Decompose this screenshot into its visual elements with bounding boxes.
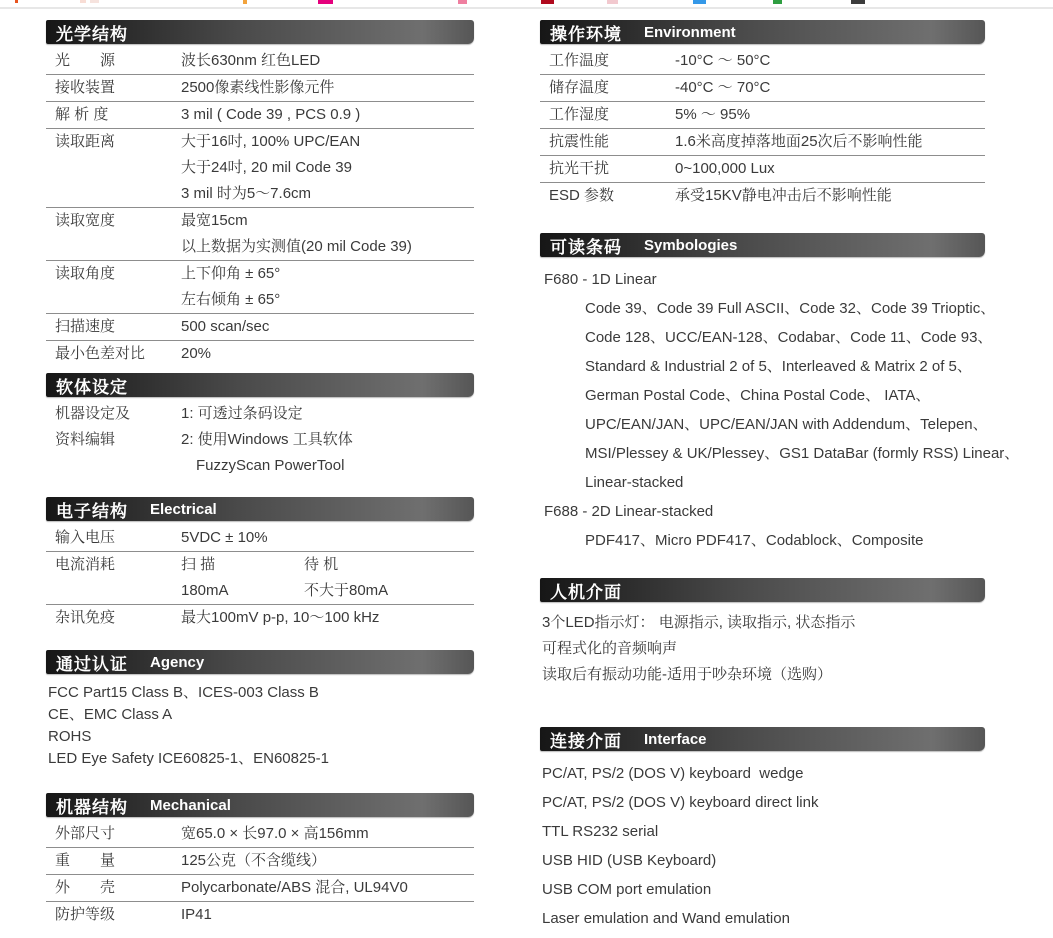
section-header-software — [46, 373, 474, 397]
spec-label: 解 析 度 — [55, 106, 109, 123]
spec-label: 杂讯免疫 — [55, 609, 116, 626]
section-header-symbologies — [540, 233, 985, 257]
spec-value: FuzzyScan PowerTool — [196, 457, 345, 474]
spec-label: 机器设定及 — [55, 405, 131, 422]
favicon-fragment[interactable] — [851, 0, 865, 4]
table-row — [46, 313, 474, 340]
spec-table-mechanical — [46, 821, 474, 928]
spec-value: 0~100,000 Lux — [675, 160, 775, 177]
list-item: PDF417、Micro PDF417、Codablock、Composite — [585, 532, 924, 549]
spec-value: 3 mil 时为5～7.6cm — [181, 185, 312, 202]
section-title-en: Mechanical — [150, 796, 231, 814]
spec-table-environment — [540, 48, 985, 209]
spec-table-electrical — [46, 525, 474, 631]
list-item: F688 - 2D Linear-stacked — [544, 503, 714, 520]
spec-label: 读取宽度 — [55, 212, 116, 229]
section-title-en: Electrical — [150, 500, 217, 518]
list-item: Code 39、Code 39 Full ASCII、Code 32、Code 39 Trioptic、 — [585, 300, 996, 317]
favicon-fragment[interactable] — [693, 0, 706, 4]
symbology-list — [540, 265, 1020, 555]
list-item: PC/AT, PS/2 (DOS V) keyboard wedge — [542, 765, 804, 782]
favicon-fragment[interactable] — [90, 0, 99, 3]
table-row — [540, 74, 985, 101]
table-row — [46, 551, 474, 604]
spec-label: 外部尺寸 — [55, 825, 116, 842]
spec-table-optical — [46, 48, 474, 367]
table-row — [46, 260, 474, 313]
favicon-fragment[interactable] — [15, 0, 18, 3]
spec-subheader: 待 机 — [304, 556, 339, 573]
spec-value: IP41 — [181, 906, 212, 923]
hmi-list — [540, 610, 985, 688]
spec-value: 大于16吋, 100% UPC/EAN — [181, 133, 361, 150]
list-item: PC/AT, PS/2 (DOS V) keyboard direct link — [542, 794, 819, 811]
spec-value: -10°C ～ 50°C — [675, 52, 771, 69]
table-row — [540, 182, 985, 209]
table-row — [46, 48, 474, 74]
spec-label: 抗震性能 — [549, 133, 610, 150]
favicon-fragment[interactable] — [318, 0, 333, 4]
section-hmi — [540, 578, 985, 688]
spec-value: 3 mil ( Code 39 , PCS 0.9 ) — [181, 106, 361, 123]
spec-value: 125公克（不含缆线） — [181, 852, 327, 869]
top-divider-line — [0, 7, 1053, 9]
section-title-zh: 人机介面 — [550, 582, 622, 602]
spec-label: 重 量 — [55, 852, 116, 869]
section-header-optical — [46, 20, 474, 44]
section-title-en: Symbologies — [644, 236, 738, 254]
section-interface — [540, 727, 985, 933]
table-row — [46, 74, 474, 101]
agency-list — [46, 682, 474, 770]
spec-value: 2500像素线性影像元件 — [181, 79, 335, 96]
spec-value: 波长630nm 红色LED — [181, 52, 321, 69]
spec-value: 最大100mV p-p, 10～100 kHz — [181, 609, 380, 626]
list-item: FCC Part15 Class B、ICES-003 Class B — [48, 684, 319, 701]
spec-value: 2: 使用Windows 工具软体 — [181, 431, 353, 448]
section-header-agency — [46, 650, 474, 674]
section-title-en: Interface — [644, 730, 707, 748]
section-electrical — [46, 497, 474, 631]
table-row — [46, 901, 474, 928]
section-optical — [46, 20, 474, 367]
spec-label: 光 源 — [55, 52, 116, 69]
favicon-fragment[interactable] — [80, 0, 86, 3]
favicon-fragment[interactable] — [458, 0, 467, 4]
section-environment — [540, 20, 985, 209]
table-row — [46, 525, 474, 551]
spec-label: 最小色差对比 — [55, 345, 146, 362]
list-item: LED Eye Safety ICE60825-1、EN60825-1 — [48, 750, 329, 767]
spec-value: 5% ～ 95% — [675, 106, 751, 123]
spec-value: 左右倾角 ± 65° — [181, 291, 281, 308]
favicon-fragment[interactable] — [607, 0, 618, 4]
table-row — [46, 427, 474, 479]
spec-subheader: 扫 描 — [181, 556, 216, 573]
section-title-zh: 软体设定 — [56, 377, 128, 397]
section-title-zh: 连接介面 — [550, 731, 622, 751]
spec-value: 5VDC ± 10% — [181, 529, 268, 546]
section-agency — [46, 650, 474, 770]
list-item: Standard & Industrial 2 of 5、Interleaved & Matrix 2 of 5、 — [585, 358, 972, 375]
section-header-electrical — [46, 497, 474, 521]
list-item: German Postal Code、China Postal Code、 IATA、 — [585, 387, 931, 404]
spec-label: 储存温度 — [549, 79, 610, 96]
spec-label: 防护等级 — [55, 906, 116, 923]
spec-label: 输入电压 — [55, 529, 116, 546]
list-item: F680 - 1D Linear — [544, 271, 657, 288]
section-title-en: Agency — [150, 653, 205, 671]
section-title-zh: 通过认证 — [56, 654, 128, 674]
spec-value: 1.6米高度掉落地面25次后不影响性能 — [675, 133, 923, 150]
list-item: MSI/Plessey & UK/Plessey、GS1 DataBar (formly RSS) Linear、 — [585, 445, 1020, 462]
spec-label: ESD 参数 — [549, 187, 615, 204]
table-row — [540, 128, 985, 155]
spec-label: 读取角度 — [55, 265, 116, 282]
spec-value: -40°C ～ 70°C — [675, 79, 771, 96]
list-item: TTL RS232 serial — [542, 823, 659, 840]
list-item: USB HID (USB Keyboard) — [542, 852, 717, 869]
spec-value: 20% — [181, 345, 212, 362]
spec-value: 180mA — [181, 582, 229, 599]
spec-value: Polycarbonate/ABS 混合, UL94V0 — [181, 879, 408, 896]
section-header-hmi — [540, 578, 985, 602]
spec-label: 资料编辑 — [55, 431, 116, 448]
table-row — [46, 128, 474, 207]
section-header-environment — [540, 20, 985, 44]
section-title-zh: 机器结构 — [56, 797, 128, 817]
browser-top-edge — [0, 0, 1053, 10]
section-symbologies — [540, 233, 1020, 555]
spec-value: 承受15KV静电冲击后不影响性能 — [675, 187, 892, 204]
spec-label: 工作湿度 — [549, 106, 610, 123]
spec-label: 电流消耗 — [55, 556, 116, 573]
spec-value: 最宽15cm — [181, 212, 248, 229]
spec-label: 接收装置 — [55, 79, 116, 96]
table-row — [46, 847, 474, 874]
section-software — [46, 373, 474, 479]
favicon-fragment[interactable] — [243, 0, 247, 4]
spec-value: 宽65.0 × 长97.0 × 高156mm — [181, 825, 369, 842]
list-item: Laser emulation and Wand emulation — [542, 910, 790, 927]
section-header-mechanical — [46, 793, 474, 817]
table-row — [540, 48, 985, 74]
list-item: USB COM port emulation — [542, 881, 712, 898]
spec-table-software — [46, 401, 474, 479]
list-item: Linear-stacked — [585, 474, 684, 491]
spec-label: 工作温度 — [549, 52, 610, 69]
list-item: 3个LED指示灯： 电源指示, 读取指示, 状态指示 — [542, 614, 856, 631]
section-title-zh: 电子结构 — [56, 501, 128, 521]
spec-value: 500 scan/sec — [181, 318, 270, 335]
favicon-fragment[interactable] — [773, 0, 782, 4]
table-row — [46, 874, 474, 901]
spec-value: 1: 可透过条码设定 — [181, 405, 303, 422]
list-item: CE、EMC Class A — [48, 706, 173, 723]
list-item: 读取后有振动功能-适用于吵杂环境（选购） — [542, 666, 832, 683]
list-item: ROHS — [48, 728, 92, 745]
table-row — [46, 401, 474, 427]
spec-label: 抗光干扰 — [549, 160, 610, 177]
spec-value: 不大于80mA — [304, 582, 389, 599]
spec-label: 读取距离 — [55, 133, 116, 150]
list-item: Code 128、UCC/EAN-128、Codabar、Code 11、Code 93、 — [585, 329, 993, 346]
list-item: 可程式化的音频响声 — [542, 640, 678, 657]
section-title-zh: 光学结构 — [56, 24, 128, 44]
section-mechanical — [46, 793, 474, 928]
favicon-fragment[interactable] — [541, 0, 554, 4]
spec-value: 以上数据为实测值(20 mil Code 39) — [181, 238, 412, 255]
table-row — [46, 101, 474, 128]
table-row — [46, 821, 474, 847]
table-row — [46, 340, 474, 367]
section-title-zh: 操作环境 — [550, 24, 622, 44]
spec-value: 上下仰角 ± 65° — [181, 265, 281, 282]
table-row — [46, 604, 474, 631]
spec-label: 扫描速度 — [55, 318, 116, 335]
section-title-en: Environment — [644, 23, 736, 41]
spec-label: 外 壳 — [55, 879, 116, 896]
table-row — [540, 155, 985, 182]
list-item: UPC/EAN/JAN、UPC/EAN/JAN with Addendum、Telepen、 — [585, 416, 988, 433]
section-header-interface — [540, 727, 985, 751]
interface-list — [540, 759, 985, 933]
section-title-zh: 可读条码 — [550, 237, 622, 257]
table-row — [540, 101, 985, 128]
spec-value: 大于24吋, 20 mil Code 39 — [181, 159, 352, 176]
table-row — [46, 207, 474, 260]
